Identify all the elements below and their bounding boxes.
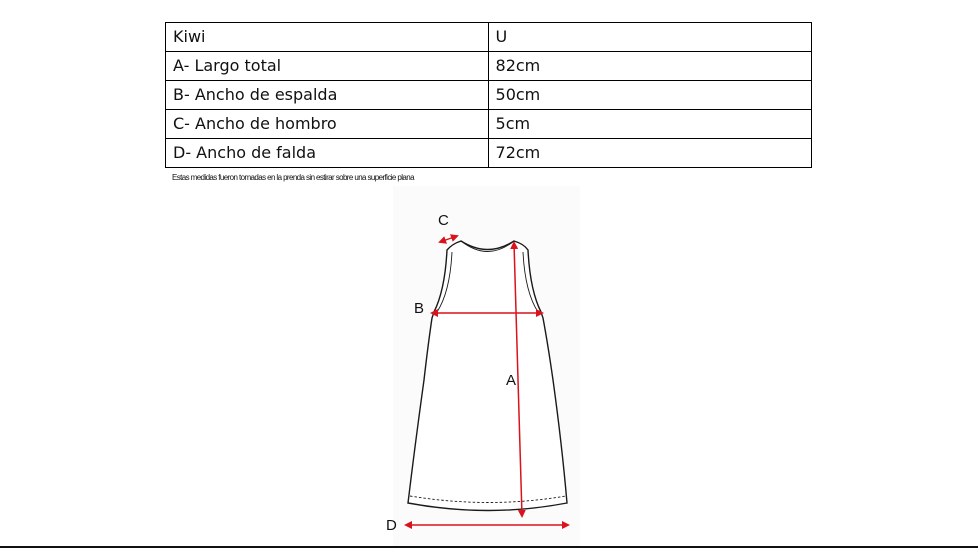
table-cell: C- Ancho de hombro: [166, 110, 489, 139]
marker-d: D: [386, 517, 397, 534]
measurement-note: Estas medidas fueron tomadas en la prenda sin estirar sobre una superficie plana: [172, 173, 414, 182]
table-cell: 82cm: [488, 52, 811, 81]
table-cell: 72cm: [488, 139, 811, 168]
page-bottom-border: [0, 546, 978, 548]
table-cell: 50cm: [488, 81, 811, 110]
marker-c: C: [438, 212, 449, 229]
table-cell: B- Ancho de espalda: [166, 81, 489, 110]
table-cell: D- Ancho de falda: [166, 139, 489, 168]
table-cell: U: [488, 23, 811, 52]
marker-a: A: [506, 372, 517, 389]
table-cell: 5cm: [488, 110, 811, 139]
table-cell: Kiwi: [166, 23, 489, 52]
table-cell: A- Largo total: [166, 52, 489, 81]
dress-outline: [408, 241, 567, 511]
marker-b: B: [414, 300, 425, 317]
arrow-c: [440, 236, 457, 242]
